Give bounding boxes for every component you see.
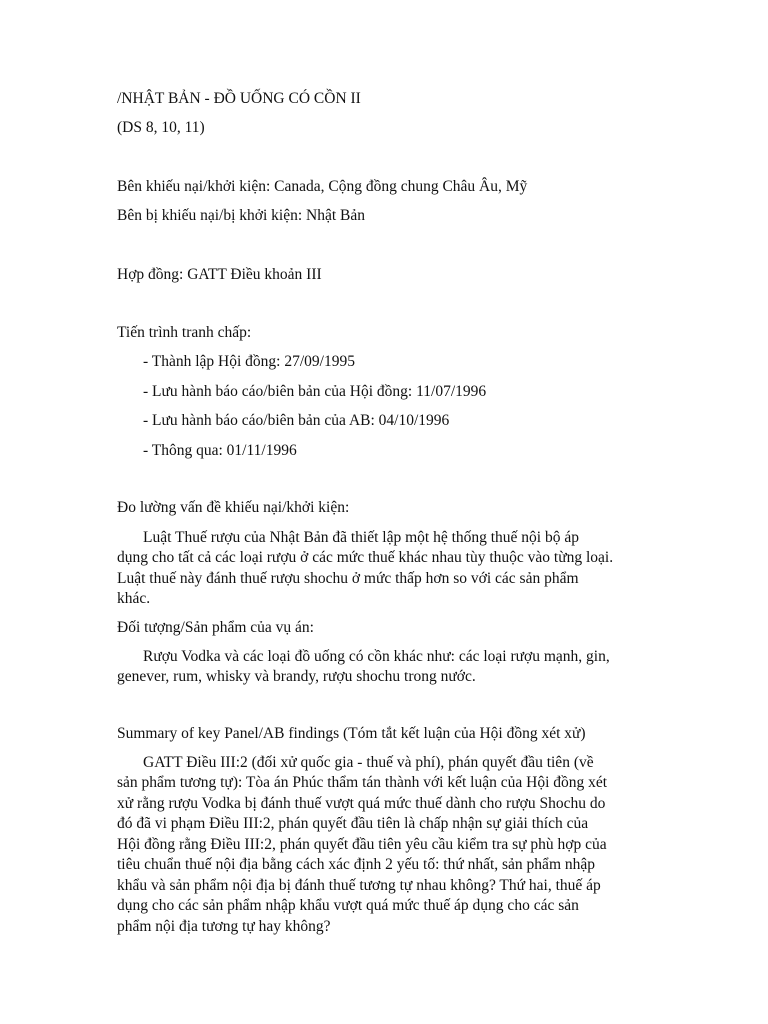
summary-text-line: xử rằng rượu Vodka bị đánh thuế vượt quá mức thuế dành cho rượu Shochu do <box>117 795 606 812</box>
dispute-numbers: (DS 8, 10, 11) <box>117 119 205 136</box>
timeline-item: - Thành lập Hội đồng: 27/09/1995 <box>143 353 355 370</box>
measure-text-line: khác. <box>117 590 151 607</box>
summary-text-line: phẩm nội địa tương tự hay không? <box>117 918 331 935</box>
summary-text-line: sản phẩm tương tự): Tòa án Phúc thẩm tán thành với kết luận của Hội đồng xét <box>117 774 608 791</box>
measure-text-line: Luật Thuế rượu của Nhật Bản đã thiết lập một hệ thống thuế nội bộ áp <box>143 529 579 546</box>
timeline-item: - Thông qua: 01/11/1996 <box>143 442 297 459</box>
products-heading: Đối tượng/Sản phẩm của vụ án: <box>117 619 314 636</box>
complainants-line: Bên khiếu nại/khởi kiện: Canada, Cộng đồng chung Châu Âu, Mỹ <box>117 178 528 195</box>
summary-text-line: tiêu chuẩn thuế nội địa bằng cách xác định 2 yếu tố: thứ nhất, sản phẩm nhập <box>117 856 596 873</box>
summary-text-line: dụng cho các sản phẩm nhập khẩu vượt quá mức thuế áp dụng cho các sản <box>117 897 579 914</box>
measure-heading: Đo lường vấn đề khiếu nại/khởi kiện: <box>117 499 350 516</box>
timeline-heading: Tiến trình tranh chấp: <box>117 324 252 341</box>
summary-heading: Summary of key Panel/AB findings (Tóm tắt kết luận của Hội đồng xét xử) <box>117 725 586 742</box>
measure-text-line: Luật thuế này đánh thuế rượu shochu ở mức thấp hơn so với các sản phẩm <box>117 570 579 587</box>
measure-text-line: dụng cho tất cả các loại rượu ở các mức thuế khác nhau tùy thuộc vào từng loại. <box>117 549 614 566</box>
summary-text-line: Hội đồng rằng Điều III:2, phán quyết đầu tiên yêu cầu kiểm tra sự phù hợp của <box>117 836 607 853</box>
agreement-line: Hợp đồng: GATT Điều khoản III <box>117 266 322 283</box>
products-text-line: Rượu Vodka và các loại đồ uống có cồn khác như: các loại rượu mạnh, gin, <box>143 648 610 665</box>
summary-text-line: đó đã vi phạm Điều III:2, phán quyết đầu tiên là chấp nhận sự giải thích của <box>117 815 589 832</box>
document-title: /NHẬT BẢN - ĐỒ UỐNG CÓ CỒN II <box>117 90 361 107</box>
summary-text-line: khẩu và sản phẩm nội địa bị đánh thuế tương tự nhau không? Thứ hai, thuế áp <box>117 877 601 894</box>
products-text-line: genever, rum, whisky và brandy, rượu shochu trong nước. <box>117 668 476 685</box>
timeline-item: - Lưu hành báo cáo/biên bản của Hội đồng: 11/07/1996 <box>143 383 487 400</box>
timeline-item: - Lưu hành báo cáo/biên bản của AB: 04/10/1996 <box>143 412 450 429</box>
respondent-line: Bên bị khiếu nại/bị khởi kiện: Nhật Bản <box>117 207 365 224</box>
summary-text-line: GATT Điều III:2 (đối xử quốc gia - thuế và phí), phán quyết đầu tiên (về <box>143 754 594 771</box>
